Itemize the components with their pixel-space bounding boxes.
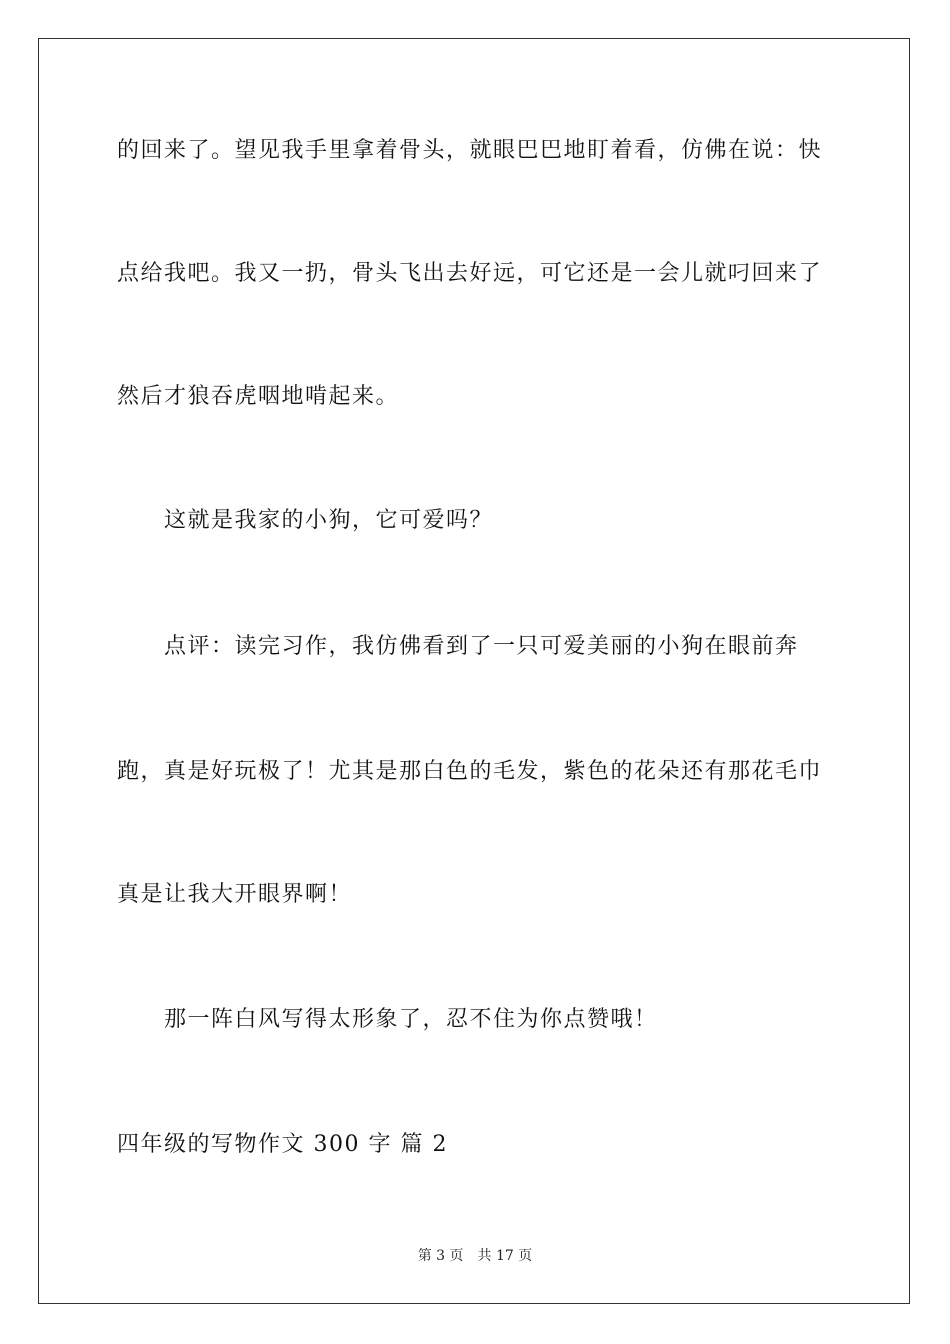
page-number: 第 3 页: [417, 1248, 464, 1264]
review-line-1: 点评：读完习作，我仿佛看到了一只可爱美丽的小狗在眼前奔: [164, 634, 799, 659]
section-heading: 四年级的写物作文 300 字 篇 2: [117, 1132, 448, 1157]
page-total: 共 17 页: [477, 1248, 533, 1264]
review-line-4: 那一阵白风写得太形象了，忍不住为你点赞哦！: [164, 1007, 658, 1032]
paragraph-line-2: 点给我吧。我又一扔，骨头飞出去好远，可它还是一会儿就叼回来了: [117, 261, 823, 286]
review-line-3: 真是让我大开眼界啊！: [117, 882, 353, 907]
paragraph-line-1: 的回来了。望见我手里拿着骨头，就眼巴巴地盯着看，仿佛在说：快: [117, 138, 823, 163]
paragraph-line-3: 然后才狼吞虎咽地啃起来。: [117, 384, 400, 409]
review-line-2: 跑，真是好玩极了！尤其是那白色的毛发，紫色的花朵还有那花毛巾: [117, 759, 823, 784]
page-footer: [0, 1246, 950, 1266]
paragraph-line-4: 这就是我家的小狗，它可爱吗？: [164, 508, 494, 533]
page-border: [38, 38, 910, 1304]
